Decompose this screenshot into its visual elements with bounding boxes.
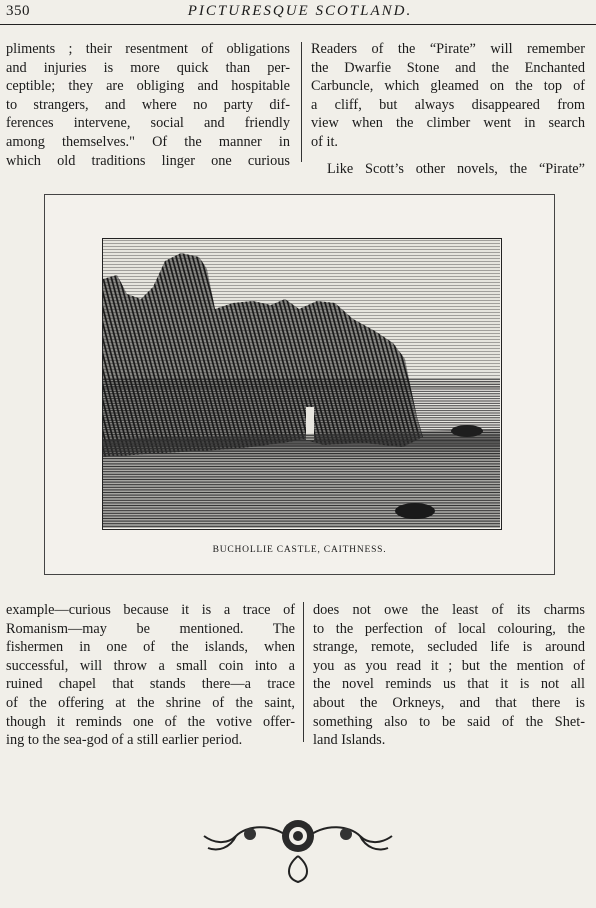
text-line: a cliff, but always disappeared from — [311, 96, 585, 113]
bottom-right-column — [313, 601, 585, 750]
lower-flourish — [289, 856, 307, 882]
sea-rock — [451, 425, 483, 437]
text-line: successful, will throw a small coin into a — [6, 657, 295, 674]
foreground-rock — [395, 503, 435, 519]
text-line: of it. — [311, 133, 339, 150]
top-right-column — [311, 40, 585, 178]
text-line: view when the climber went in search — [311, 115, 585, 132]
figure-frame — [44, 194, 555, 575]
text-line: pliments ; their resentment of obligations — [6, 41, 290, 57]
castle-engraving-image — [103, 239, 500, 528]
text-line: ferences intervene, social and friendly — [6, 115, 290, 132]
text-line: though it reminds one of the votive offer- — [6, 713, 295, 730]
paragraph — [311, 40, 585, 152]
top-left-column — [6, 40, 290, 170]
figure-caption: BUCHOLLIE CASTLE, CAITHNESS. — [212, 545, 387, 555]
text-line: ruined chapel that stands there—a trace — [6, 676, 295, 693]
tailpiece-ornament — [190, 812, 406, 894]
header-rule — [0, 24, 596, 25]
text-line: the Dwarfie Stone and the Enchanted — [311, 59, 585, 76]
text-line: the novel reminds us that it is not all — [313, 676, 585, 693]
text-line: fishermen in one of the islands, when — [6, 639, 295, 656]
engraving-illustration — [102, 238, 502, 530]
text-line: ceptible; they are obliging and hospitable — [6, 78, 290, 95]
text-line: Like Scott’s other novels, the “Pirate” — [327, 160, 585, 177]
text-line: ing to the sea-god of a still earlier period. — [6, 732, 243, 749]
text-line: among themselves." Of the manner in — [6, 133, 290, 150]
text-line: you as you read it ; but the mention of — [313, 657, 585, 674]
text-line: Romanism—may be mentioned. The — [6, 620, 295, 637]
bottom-left-column — [6, 601, 295, 750]
text-line: to the perfection of local colouring, the — [313, 620, 585, 637]
paragraph — [311, 160, 585, 179]
column-divider-top — [301, 42, 302, 162]
text-line: something also to be said of the Shet- — [313, 713, 585, 730]
text-line: of the offering at the shrine of the saint, — [6, 694, 295, 711]
text-line: about the Orkneys, and that there is — [313, 694, 585, 711]
text-line: land Islands. — [313, 732, 386, 749]
page-number: 350 — [6, 3, 30, 19]
text-line: which old traditions linger one curious — [6, 152, 290, 169]
text-line: Carbuncle, which gleamed on the top of — [311, 78, 585, 95]
text-line: does not owe the least of its charms — [313, 602, 585, 618]
text-line: and injuries is more quick than per- — [6, 59, 290, 76]
text-line: example—curious because it is a trace of — [6, 602, 295, 618]
column-divider-bottom — [303, 602, 304, 742]
running-title: PICTURESQUE SCOTLAND. — [187, 3, 413, 19]
text-line: to strangers, and where no party dif- — [6, 96, 290, 113]
text-line: strange, remote, secluded life is around — [313, 639, 585, 656]
text-line: Readers of the “Pirate” will remember — [311, 41, 585, 57]
